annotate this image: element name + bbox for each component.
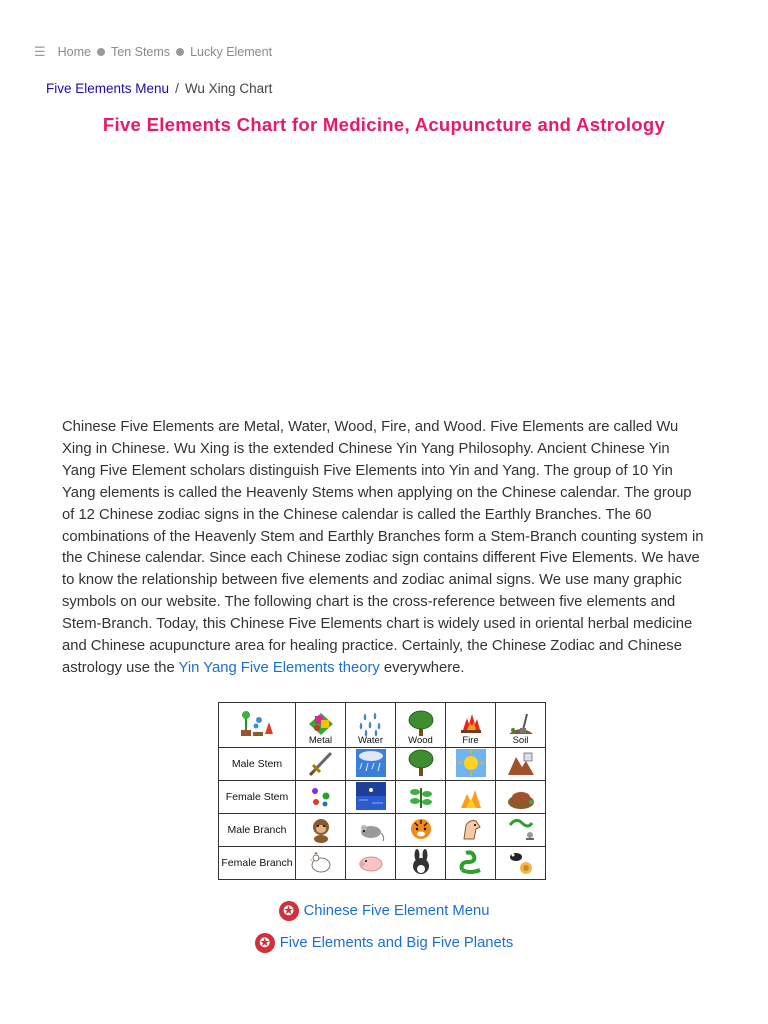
link-row-five-element-menu	[0, 898, 768, 924]
tree-icon	[396, 748, 446, 781]
fire-icon	[455, 710, 487, 738]
hamburger-icon[interactable]: ☰	[34, 44, 46, 59]
breadcrumb-current: Wu Xing Chart	[184, 81, 273, 96]
nav-dot-separator	[176, 48, 184, 56]
column-label-metal: Metal	[308, 735, 333, 746]
rain-icon	[346, 748, 396, 781]
column-fire	[446, 703, 496, 748]
horse-icon	[446, 814, 496, 847]
five-elements-chart-table	[218, 702, 546, 880]
ox-icon	[496, 847, 546, 880]
intro-text: Chinese Five Elements are Metal, Water, Wood, Fire, and Wood. Five Elements are called Wu Xing in Chinese. Wu Xing is the extended Chinese Yin Yang Philosophy. Ancient Chinese Yin Yang Five Element scholars distinguish Five Elements into Yin and Yang. The group of 10 Yin Yang elements is called the Heavenly Stems when applying on the Chinese calendar. The group of 12 Chinese zodiac signs in the Chinese calendar is called the Earthly Branches. The 60 combinations of the Heavenly Stem and Earthly Branches form a Stem-Branch counting system in the Chinese calendar. Since each Chinese zodiac sign contains different Five Elements. We have to know the relationship between five elements and zodiac animal signs. We use many graphic symbols on our website. The following chart is the cross-reference between five elements and Stem-Branch. Today, this Chinese Five Elements chart is widely used in oriental herbal medicine and Chinese acupuncture area for healing practice. Certainly, the Chinese Zodiac and Chinese astrology use the	[62, 419, 704, 676]
nav-home[interactable]: Home	[57, 45, 91, 59]
column-label-wood: Wood	[408, 735, 433, 746]
column-wood	[396, 703, 446, 748]
column-metal	[296, 703, 346, 748]
soil-shovel-icon	[505, 710, 537, 738]
five-elements-big-five-planets-link[interactable]: Five Elements and Big Five Planets	[279, 935, 514, 951]
jewels-icon	[296, 781, 346, 814]
column-label-soil: Soil	[512, 735, 529, 746]
chart-row-female-branch	[219, 847, 546, 880]
ad-placeholder	[62, 160, 706, 400]
nav-lucky-element[interactable]: Lucky Element	[190, 45, 273, 59]
row-label-male-branch: Male Branch	[219, 814, 296, 847]
candle-icon	[446, 781, 496, 814]
water-drops-icon	[355, 710, 387, 738]
star-icon: ✪	[279, 901, 299, 921]
pig-icon	[346, 847, 396, 880]
chinese-five-element-menu-link[interactable]: Chinese Five Element Menu	[303, 903, 490, 919]
yin-yang-theory-link[interactable]: Yin Yang Five Elements theory	[178, 659, 380, 676]
rabbit-icon	[396, 847, 446, 880]
chart-row-female-stem	[219, 781, 546, 814]
sword-icon	[296, 748, 346, 781]
link-row-big-five-planets	[0, 930, 768, 956]
nav-dot-separator	[97, 48, 105, 56]
field-icon	[496, 781, 546, 814]
related-links	[0, 898, 768, 962]
plant-icon	[396, 781, 446, 814]
star-icon: ✪	[255, 933, 275, 953]
column-soil	[496, 703, 546, 748]
row-label-male-stem: Male Stem	[219, 748, 296, 781]
breadcrumb-parent-link[interactable]: Five Elements Menu	[46, 81, 170, 96]
mountain-icon	[496, 748, 546, 781]
chart-row-male-stem	[219, 748, 546, 781]
tiger-icon	[396, 814, 446, 847]
monkey-icon	[296, 814, 346, 847]
row-label-female-stem: Female Stem	[219, 781, 296, 814]
column-label-water: Water	[358, 735, 383, 746]
breadcrumb-separator: /	[175, 81, 179, 96]
tree-icon	[405, 710, 437, 738]
metal-icon	[305, 710, 337, 738]
top-nav	[34, 44, 272, 60]
sun-icon	[446, 748, 496, 781]
five-elements-icon	[219, 703, 296, 748]
nav-ten-stems[interactable]: Ten Stems	[111, 45, 171, 59]
column-water	[346, 703, 396, 748]
dragon-icon	[496, 814, 546, 847]
snake-icon	[446, 847, 496, 880]
page-title: Five Elements Chart for Medicine, Acupuncture and Astrology	[102, 114, 666, 135]
intro-paragraph	[62, 417, 706, 680]
lake-icon	[346, 781, 396, 814]
chart-row-male-branch	[219, 814, 546, 847]
column-label-fire: Fire	[462, 735, 479, 746]
chart-header-row	[219, 703, 546, 748]
breadcrumb	[46, 81, 272, 96]
intro-tail: everywhere.	[379, 659, 465, 676]
rooster-icon	[296, 847, 346, 880]
row-label-female-branch: Female Branch	[219, 847, 296, 880]
rat-icon	[346, 814, 396, 847]
